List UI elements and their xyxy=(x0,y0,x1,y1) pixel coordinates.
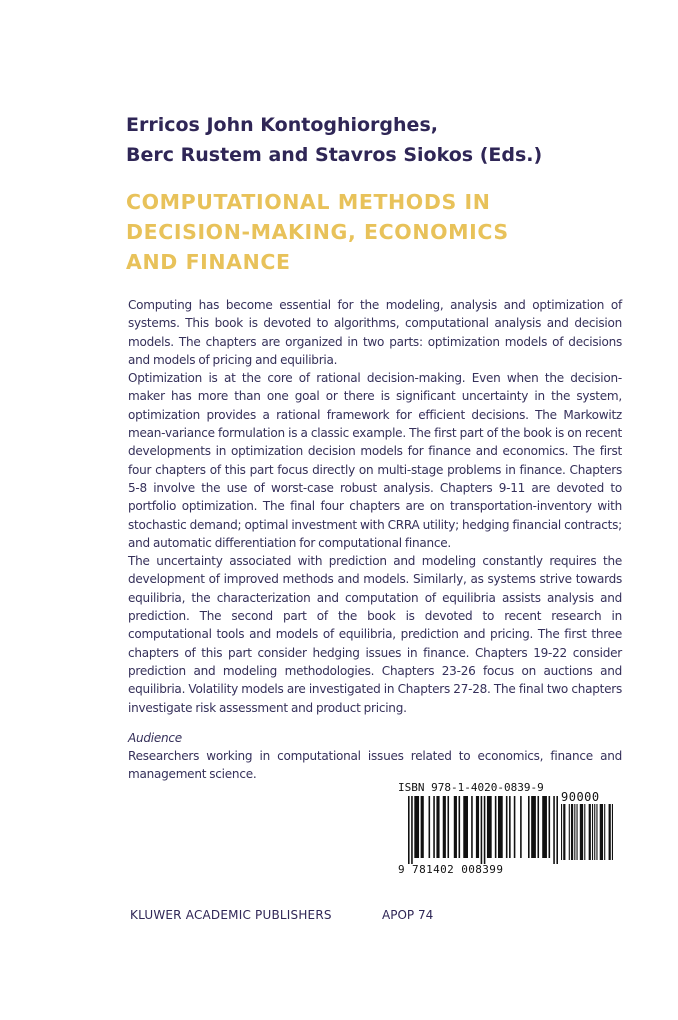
barcode-bar xyxy=(553,796,555,864)
barcode-bar xyxy=(569,804,570,860)
barcode-bar xyxy=(528,796,530,858)
barcode-bar xyxy=(436,796,439,858)
title-line-1: COMPUTATIONAL METHODS IN xyxy=(126,190,491,214)
description-body xyxy=(128,296,622,784)
barcode-bar xyxy=(556,796,558,864)
barcode-bar xyxy=(411,796,413,864)
audience-heading: Audience xyxy=(128,730,182,745)
barcode-bar xyxy=(429,796,431,858)
editors-line-1: Erricos John Kontoghiorghes, xyxy=(126,114,438,136)
ean-barcode-bars xyxy=(408,796,558,864)
title-line-3: AND FINANCE xyxy=(126,250,291,274)
barcode-bar xyxy=(463,796,468,858)
addon-barcode-bars xyxy=(561,804,613,860)
barcode-bar xyxy=(498,796,503,858)
description-paragraph-3: The uncertainty associated with prediction and modeling constantly requires the development of improved methods and models. Similarly, as systems strive towards equilibria, the characterization and computation of equilibria assists analysis and prediction. The second part of the book is devoted to recent research in computational tools and models of equilibria, prediction and pricing. The first three chapters of this part consider hedging issues in finance. Chapters 19-22 consider prediction and modeling methodologies. Chapters 23-26 focus on auctions and equilibria. Volatility models are investigated in Chapters 27-28. The final two chapters investigate risk assessment and product pricing. xyxy=(128,554,622,715)
barcode-bar xyxy=(459,796,461,858)
barcode-bar xyxy=(574,804,575,860)
barcode-bar xyxy=(487,796,492,858)
isbn-barcode xyxy=(398,781,614,881)
barcode-bar xyxy=(447,796,449,858)
barcode-bar xyxy=(592,804,593,860)
barcode-bar xyxy=(443,796,446,858)
barcode-bar xyxy=(589,804,591,860)
barcode-bar xyxy=(580,804,583,860)
barcode-bar xyxy=(542,796,547,858)
barcode-bar xyxy=(421,796,424,858)
barcode-bar xyxy=(414,796,419,858)
barcode-bar xyxy=(594,804,595,860)
ean-digits: 9 781402 008399 xyxy=(398,863,504,876)
barcode-bar xyxy=(408,796,410,864)
barcode-bar xyxy=(609,804,611,860)
barcode-bar xyxy=(604,804,605,860)
audience-text: Researchers working in computational issues related to economics, finance and management science. xyxy=(128,749,622,782)
editors-block xyxy=(126,110,626,170)
barcode-bar xyxy=(584,804,585,860)
barcode-bar xyxy=(576,804,577,860)
barcode-bar xyxy=(531,796,536,858)
barcode-bar xyxy=(481,796,483,864)
barcode-bar xyxy=(596,804,597,860)
barcode-bar xyxy=(561,804,562,860)
barcode-bar xyxy=(495,796,497,858)
barcode-bar xyxy=(571,804,573,860)
barcode-bar xyxy=(509,796,511,858)
barcode-bar xyxy=(537,796,539,858)
editors-line-2: Berc Rustem and Stavros Siokos (Eds.) xyxy=(126,144,543,166)
barcode-bar xyxy=(476,796,479,858)
addon-digits: 90000 xyxy=(561,790,600,804)
publisher-name: KLUWER ACADEMIC PUBLISHERS xyxy=(130,908,332,922)
barcode-bar xyxy=(484,796,486,864)
title-line-2: DECISION-MAKING, ECONOMICS xyxy=(126,220,509,244)
barcode-bar xyxy=(433,796,435,858)
description-paragraph-2: Optimization is at the core of rational decision-making. Even when the decision-maker has more than one goal or there is significant uncertainty in the system, optimization provides a rational framework for efficient decisions. The Markowitz mean-variance formulation is a classic example. The first part of the book is on recent developments in optimization decision models for finance and economics. The first four chapters of this part focus directly on multi-stage problems in finance. Chapters 5-8 involve the use of worst-case robust analysis. Chapters 9-11 are devoted to portfolio optimization. The final four chapters are on transportation-inventory with stochastic demand; optimal investment with CRRA utility; hedging financial contracts; and automatic differentiation for computational finance. xyxy=(128,371,622,550)
barcode-bar xyxy=(600,804,603,860)
series-code: APOP 74 xyxy=(382,908,434,922)
barcode-bar xyxy=(514,796,516,858)
barcode-bar xyxy=(563,804,565,860)
book-title xyxy=(126,187,646,277)
description-paragraph-1: Computing has become essential for the modeling, analysis and optimization of systems. This book is devoted to algorithms, computational analysis and decision models. The chapters are organized in two parts: optimization models of decisions and models of pricing and equilibria. xyxy=(128,298,622,367)
barcode-bar xyxy=(549,796,551,858)
isbn-label: ISBN 978-1-4020-0839-9 xyxy=(398,781,544,794)
barcode-bar xyxy=(454,796,457,858)
barcode-bar xyxy=(520,796,522,858)
barcode-bar xyxy=(471,796,473,858)
barcode-bar xyxy=(612,804,613,860)
barcode-bar xyxy=(506,796,508,858)
